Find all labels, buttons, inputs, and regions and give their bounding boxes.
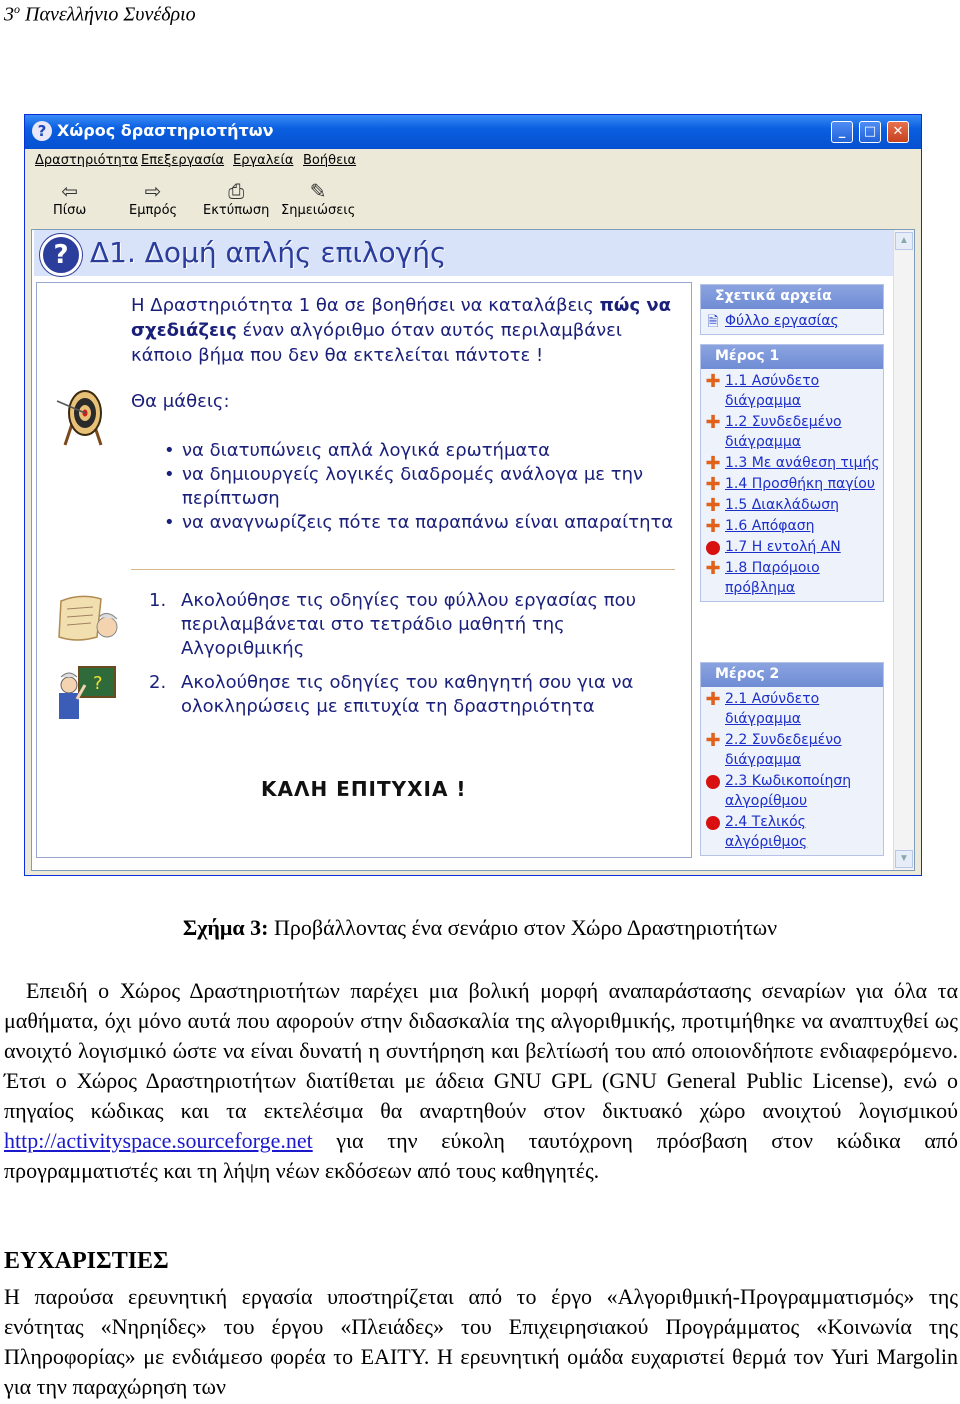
sidebar-item-1-6[interactable]: ✚ 1.6 Απόφαση bbox=[705, 516, 815, 537]
forward-button[interactable]: ⇨ Εμπρός bbox=[129, 179, 178, 218]
toolbar bbox=[25, 173, 921, 229]
sourceforge-link[interactable]: http://activityspace.sourceforge.net bbox=[4, 1128, 313, 1153]
sidebar-item-2-4[interactable]: 2.4 Τελικός αλγόριθμος bbox=[701, 812, 883, 852]
sidebar-item-2-3[interactable]: 2.3 Κωδικοποίηση αλγορίθμου bbox=[701, 771, 883, 811]
running-header: $3^o$ Πανελλήνιο Συνέδριο bbox=[4, 2, 196, 26]
back-button[interactable]: ⇦ Πίσω bbox=[53, 179, 87, 218]
sidebar-item-1-8[interactable]: ✚ 1.8 Παρόμοιο πρόβλημα bbox=[705, 558, 820, 596]
menu-help[interactable]: Βοήθεια bbox=[303, 153, 357, 168]
step-1: 1. Ακολούθησε τις οδηγίες του φύλλου εργασίας που περιλαμβάνεται στο τετράδιο μαθητή της Αλγοριθμικής bbox=[149, 590, 637, 659]
plus-cross-icon: ✚ bbox=[705, 516, 721, 537]
svg-text:?: ? bbox=[93, 673, 103, 694]
plus-cross-icon: ✚ bbox=[705, 474, 721, 495]
back-arrow-icon: ⇦ bbox=[61, 179, 79, 203]
step-2: 2. Ακολούθησε τις οδηγίες του καθηγητή σου για να ολοκληρώσεις με επιτυχία τη δραστηριότητα bbox=[149, 672, 634, 717]
plus-cross-icon: ✚ bbox=[705, 412, 721, 433]
worksheet-scroll-icon bbox=[51, 589, 123, 649]
sidebar-item-2-1[interactable]: ✚ 2.1 Ασύνδετο διάγραμμα bbox=[705, 689, 820, 727]
window-titlebar[interactable] bbox=[25, 115, 921, 149]
activity-main-panel bbox=[36, 282, 692, 858]
activity-space-window bbox=[24, 114, 922, 876]
window-title: Χώρος δραστηριοτήτων bbox=[57, 121, 274, 140]
part2-box bbox=[700, 662, 884, 856]
learn-heading: Θα μάθεις: bbox=[131, 391, 230, 412]
sidebar-item-1-4[interactable]: ✚ 1.4 Προσθήκη παγίου bbox=[705, 474, 875, 495]
red-dot-icon bbox=[706, 816, 720, 830]
forward-arrow-icon: ⇨ bbox=[144, 179, 162, 203]
acknowledgements-heading: ΕΥΧΑΡΙΣΤΙΕΣ bbox=[4, 1248, 169, 1274]
scroll-up-icon[interactable]: ▲ bbox=[895, 232, 913, 250]
menu-activity[interactable]: Δραστηριότητα bbox=[35, 153, 139, 168]
sidebar-item-2-2[interactable]: ✚ 2.2 Συνδεδεμένο διάγραμμα bbox=[705, 730, 842, 768]
related-files-list bbox=[701, 309, 883, 334]
intro-text: Η Δραστηριότητα 1 θα σε βοηθήσει να καταλάβεις πώς να σχεδιάζεις έναν αλγόριθμο όταν αυτός περιλαμβάνει κάποιο βήμα που δεν θα εκτελείται πάντοτε ! bbox=[131, 295, 672, 366]
printer-icon: ⎙ bbox=[228, 179, 245, 203]
print-button[interactable]: ⎙ Εκτύπωση bbox=[203, 179, 270, 218]
document-icon: 🗎 bbox=[707, 314, 719, 330]
figure-caption: Σχήμα 3: Προβάλλοντας ένα σενάριο στον Χώρο Δραστηριοτήτων bbox=[182, 915, 778, 940]
help-icon: ? bbox=[32, 121, 52, 141]
list-item: • να αναγνωρίζεις πότε τα παραπάνω είναι απαραίτητα bbox=[182, 511, 682, 535]
plus-cross-icon: ✚ bbox=[705, 730, 721, 751]
related-files-box bbox=[700, 284, 884, 335]
plus-cross-icon: ✚ bbox=[705, 689, 721, 710]
plus-cross-icon: ✚ bbox=[705, 453, 721, 474]
sidebar-item-1-7[interactable]: 1.7 Η εντολή ΑΝ bbox=[701, 537, 883, 557]
notes-button[interactable]: ✎ Σημειώσεις bbox=[281, 179, 356, 218]
scroll-down-icon[interactable]: ▼ bbox=[895, 850, 913, 868]
part2-title: Μέρος 2 bbox=[701, 663, 883, 687]
activity-header bbox=[34, 230, 894, 276]
list-item: • να διατυπώνεις απλά λογικά ερωτήματα bbox=[182, 439, 682, 463]
teacher-blackboard-icon bbox=[53, 663, 117, 725]
minimize-button[interactable]: _ bbox=[831, 121, 853, 143]
red-dot-icon bbox=[706, 541, 720, 555]
list-item: • να δημιουργείς λογικές διαδρομές ανάλογα με την περίπτωση bbox=[182, 463, 682, 511]
part1-title: Μέρος 1 bbox=[701, 345, 883, 369]
maximize-button[interactable]: □ bbox=[859, 121, 881, 143]
close-button[interactable]: ✕ bbox=[887, 121, 909, 143]
sidebar-item-1-1[interactable]: ✚ 1.1 Ασύνδετο διάγραμμα bbox=[705, 371, 820, 409]
vertical-scrollbar[interactable] bbox=[893, 230, 914, 870]
divider bbox=[131, 569, 675, 570]
sidebar-item-1-2[interactable]: ✚ 1.2 Συνδεδεμένο διάγραμμα bbox=[705, 412, 842, 450]
sidebar-item-1-3[interactable]: ✚ 1.3 Με ανάθεση τιμής bbox=[705, 453, 880, 474]
notes-icon: ✎ bbox=[309, 179, 327, 203]
good-luck-text: ΚΑΛΗ ΕΠΙΤΥΧΙΑ ! bbox=[261, 777, 467, 801]
related-files-title: Σχετικά αρχεία bbox=[701, 285, 883, 309]
menu-tools[interactable]: Εργαλεία bbox=[233, 153, 294, 168]
sidebar-item-1-5[interactable]: ✚ 1.5 Διακλάδωση bbox=[705, 495, 840, 516]
learning-goals bbox=[182, 439, 682, 535]
part1-box bbox=[700, 344, 884, 602]
acknowledgements-paragraph: Η παρούσα ερευνητική εργασία υποστηρίζεται από το έργο «Αλγοριθμική-Προγραμματισμός» της ενότητας «Νηρηίδες» του έργου «Πλειάδες» του Επιχειρησιακού Προγράμματος «Κοινωνία της Πληροφορίας» με ενδιάμεσο φορέα το ΕΑΙΤΥ. Η ερευνητική ομάδα ευχαριστεί θερμά τον Yuri Margolin για την παραχώρηση των bbox=[4, 1284, 958, 1399]
red-dot-icon bbox=[706, 775, 720, 789]
plus-cross-icon: ✚ bbox=[705, 495, 721, 516]
menu-edit[interactable]: Επεξεργασία bbox=[141, 153, 225, 168]
body-paragraph: Επειδή ο Χώρος Δραστηριοτήτων παρέχει μια βολική μορφή αναπαράστασης σεναρίων για όλα τα μαθήματα, όχι μόνο αυτά που αφορούν στην διδασκαλία της αλγοριθμικής, προτιμήθηκε να αναπτυχθεί ως ανοιχτό λογισμικό ώστε να είναι δυνατή η συντήρηση και βελτίωσή του από οποιονδήποτε ενδιαφερόμενο. Έτσι ο Χώρος Δραστηριοτήτων διατίθεται με άδεια GNU GPL (GNU General Public License), ενώ ο πηγαίος κώδικας και τα εκτελέσιμα θα αναρτηθούν στον δικτυακό χώρο ανοιχτού λογισμικού http://activityspace.sourceforge.net για την εύκολη ταυτόχρονη πρόσβαση στον κώδικα από προγραμματιστές και τη λήψη νέων εκδόσεων από τους καθηγητές. bbox=[4, 978, 958, 1183]
part2-list bbox=[701, 687, 883, 855]
question-icon: ? bbox=[40, 234, 82, 276]
activity-content bbox=[31, 229, 915, 871]
archery-target-icon bbox=[55, 383, 111, 449]
activity-title: Δ1. Δομή απλής επιλογής bbox=[90, 236, 447, 269]
plus-cross-icon: ✚ bbox=[705, 558, 721, 579]
worksheet-link[interactable]: 🗎 Φύλλο εργασίας bbox=[701, 311, 883, 331]
plus-cross-icon: ✚ bbox=[705, 371, 721, 392]
part1-list bbox=[701, 369, 883, 601]
menu-bar bbox=[25, 149, 921, 173]
